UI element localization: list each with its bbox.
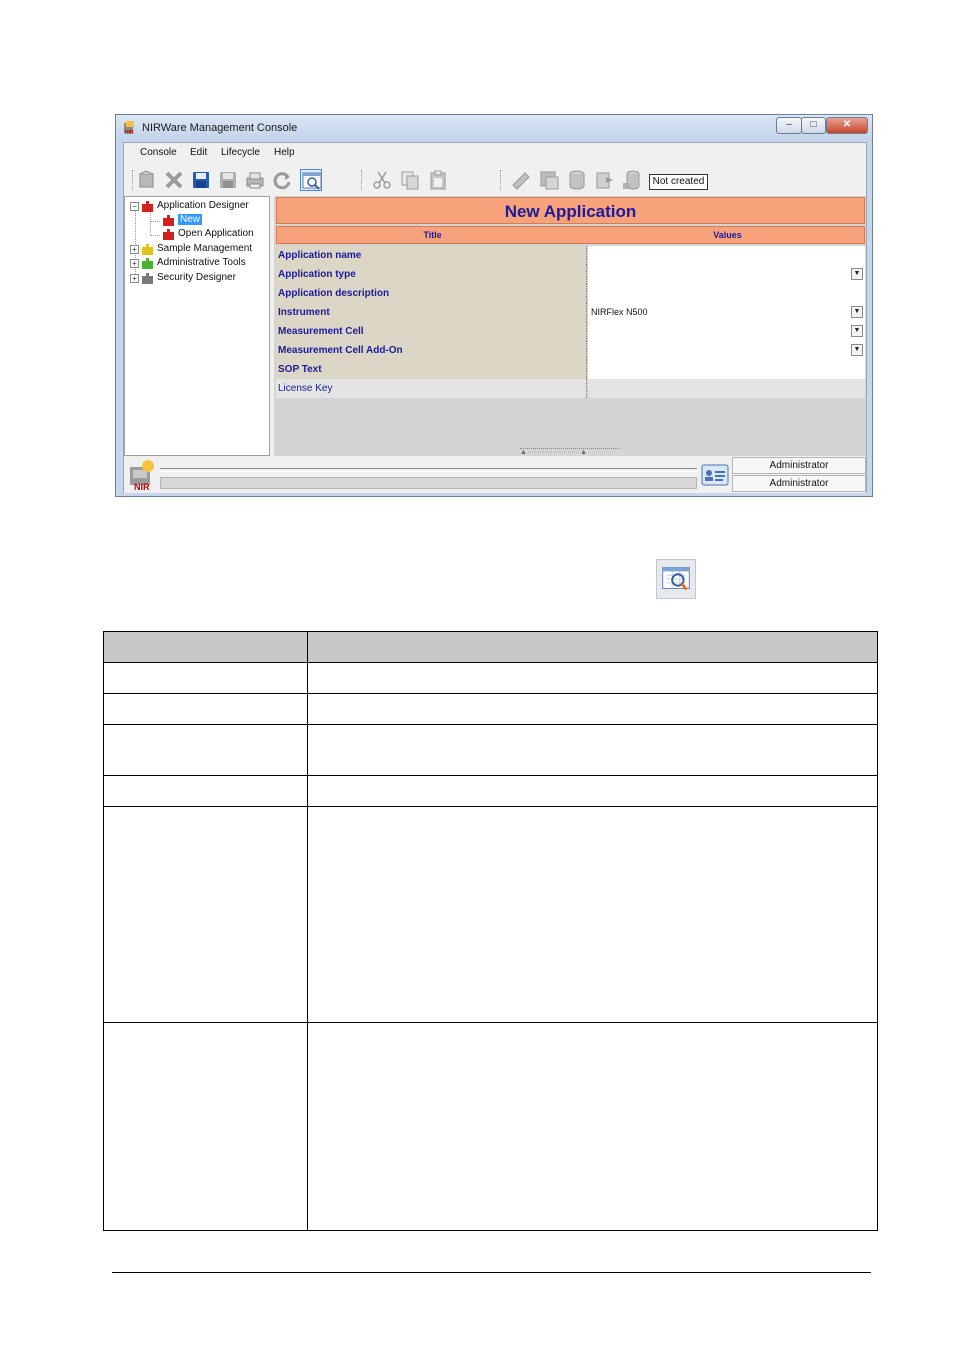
tree-item-new[interactable] — [162, 213, 202, 227]
application-description-input[interactable] — [588, 284, 865, 303]
document-table — [103, 631, 878, 1231]
property-row-application-type[interactable] — [276, 265, 865, 284]
column-divider — [307, 776, 308, 806]
property-title: SOP Text — [276, 360, 587, 379]
table-row — [103, 775, 878, 807]
select-value: NIRFlex N500 — [591, 307, 648, 317]
column-header-title[interactable]: Title — [423, 230, 442, 240]
expand-icon[interactable]: + — [130, 274, 139, 283]
column-header-values[interactable]: Values — [713, 230, 742, 240]
panel-header — [276, 197, 865, 224]
paste-icon[interactable] — [427, 169, 449, 191]
table-row — [103, 693, 878, 725]
expand-icon[interactable]: + — [130, 245, 139, 254]
navigation-tree — [124, 196, 270, 456]
application-name-input[interactable] — [588, 246, 865, 265]
menu-console[interactable]: Console — [140, 147, 177, 158]
expand-icon[interactable]: + — [130, 259, 139, 268]
property-title: Measurement Cell Add-On — [276, 341, 587, 360]
property-title: Application type — [276, 265, 587, 284]
menu-help[interactable]: Help — [274, 147, 295, 158]
column-divider — [307, 725, 308, 775]
table-row — [103, 724, 878, 776]
sop-text-input[interactable] — [588, 360, 865, 379]
puzzle-grey-icon — [141, 272, 154, 285]
save-as-icon[interactable] — [217, 169, 239, 191]
tree-item-security-designer[interactable] — [130, 271, 236, 285]
menu-edit[interactable]: Edit — [190, 147, 208, 158]
nirware-app-icon — [123, 121, 137, 135]
tree-item-label: Open Application — [178, 228, 254, 239]
measurement-cell-add-on-select[interactable] — [588, 341, 865, 360]
puzzle-red-icon — [162, 214, 175, 227]
tree-connector — [150, 221, 160, 222]
logged-in-user: Administrator — [732, 457, 866, 474]
tree-connector — [150, 211, 151, 236]
status-bar — [124, 457, 866, 493]
dropdown-arrow-icon[interactable]: ▼ — [851, 344, 863, 356]
save-db-icon[interactable] — [538, 169, 560, 191]
new-icon[interactable] — [136, 169, 158, 191]
footer-rule — [112, 1272, 871, 1273]
toolbar-separator — [500, 170, 502, 190]
property-title: Application name — [276, 246, 587, 265]
panel-title: New Application — [504, 202, 637, 221]
application-window — [115, 114, 873, 497]
svg-text:NIR: NIR — [125, 130, 134, 135]
column-divider — [307, 632, 308, 662]
delete-icon[interactable] — [163, 169, 185, 191]
progress-bar — [160, 477, 697, 489]
refresh-icon[interactable] — [271, 169, 293, 191]
tree-item-label: Security Designer — [157, 272, 236, 283]
column-divider — [307, 663, 308, 693]
tree-item-open-application[interactable] — [162, 227, 254, 241]
title-bar[interactable] — [116, 115, 872, 141]
database-icon[interactable] — [566, 169, 588, 191]
tree-item-sample-management[interactable] — [130, 242, 252, 256]
toolbar-separator — [132, 170, 134, 190]
lock-db-icon[interactable] — [621, 169, 643, 191]
sign-icon[interactable] — [510, 169, 532, 191]
current-user: Administrator — [732, 475, 866, 492]
property-row-application-description[interactable] — [276, 284, 865, 303]
status-separator — [160, 468, 697, 472]
table-row — [103, 1022, 878, 1231]
property-title: Application description — [276, 284, 587, 303]
copy-icon[interactable] — [399, 169, 421, 191]
dropdown-arrow-icon[interactable]: ▼ — [851, 306, 863, 318]
window-title: NIRWare Management Console — [142, 122, 298, 134]
tree-item-label: Administrative Tools — [157, 257, 246, 268]
tree-item-label: New — [180, 214, 201, 225]
status-indicator: Not created — [649, 174, 708, 190]
puzzle-red-icon — [162, 228, 175, 241]
license-key-value — [588, 379, 865, 398]
collapse-icon[interactable]: − — [130, 202, 139, 211]
nir-logo-icon — [127, 459, 159, 491]
property-title: Measurement Cell — [276, 322, 587, 341]
dropdown-arrow-icon[interactable]: ▼ — [851, 268, 863, 280]
instrument-select[interactable] — [588, 303, 865, 322]
export-icon[interactable] — [594, 169, 616, 191]
property-row-instrument[interactable] — [276, 303, 865, 322]
user-card-icon — [700, 461, 730, 489]
property-row-sop-text[interactable] — [276, 360, 865, 379]
measurement-cell-select[interactable] — [588, 322, 865, 341]
search-window-icon — [656, 559, 696, 599]
property-row-measurement-cell-add-on[interactable] — [276, 341, 865, 360]
toolbar-separator — [361, 170, 363, 190]
puzzle-red-icon — [141, 200, 154, 213]
column-divider — [307, 694, 308, 724]
splitter-handle[interactable]: ▲ · · · · · · · · · · · · ▲ — [520, 448, 620, 455]
save-icon[interactable] — [190, 169, 212, 191]
tree-item-administrative-tools[interactable] — [130, 256, 246, 270]
column-divider — [307, 1023, 308, 1230]
svg-text:NIR: NIR — [134, 482, 150, 491]
close-button[interactable]: ✕ — [826, 117, 868, 134]
puzzle-green-icon — [141, 257, 154, 270]
tree-item-label: Application Designer — [157, 200, 249, 211]
property-panel — [274, 196, 866, 456]
tree-item-label: Sample Management — [157, 243, 253, 254]
table-header-row — [103, 631, 878, 663]
column-divider — [307, 807, 308, 1022]
tree-item-application-designer[interactable] — [130, 199, 249, 213]
table-row — [103, 662, 878, 694]
property-row-measurement-cell[interactable] — [276, 322, 865, 341]
property-title: License Key — [276, 379, 587, 398]
property-row-license-key — [276, 379, 865, 398]
dropdown-arrow-icon[interactable]: ▼ — [851, 325, 863, 337]
search-window-icon[interactable] — [300, 169, 322, 191]
menu-lifecycle[interactable]: Lifecycle — [221, 147, 260, 158]
minimize-button[interactable]: – — [776, 117, 802, 134]
property-title: Instrument — [276, 303, 587, 322]
maximize-button[interactable]: □ — [801, 117, 826, 134]
tree-connector — [150, 235, 160, 236]
property-row-application-name[interactable] — [276, 246, 865, 265]
table-row — [103, 806, 878, 1023]
window-client-area — [123, 142, 867, 493]
menu-bar — [124, 143, 866, 163]
column-header-row — [276, 226, 865, 244]
cut-icon[interactable] — [371, 169, 393, 191]
puzzle-yellow-icon — [141, 243, 154, 256]
toolbar — [124, 165, 866, 195]
application-type-select[interactable] — [588, 265, 865, 284]
print-icon[interactable] — [244, 169, 266, 191]
